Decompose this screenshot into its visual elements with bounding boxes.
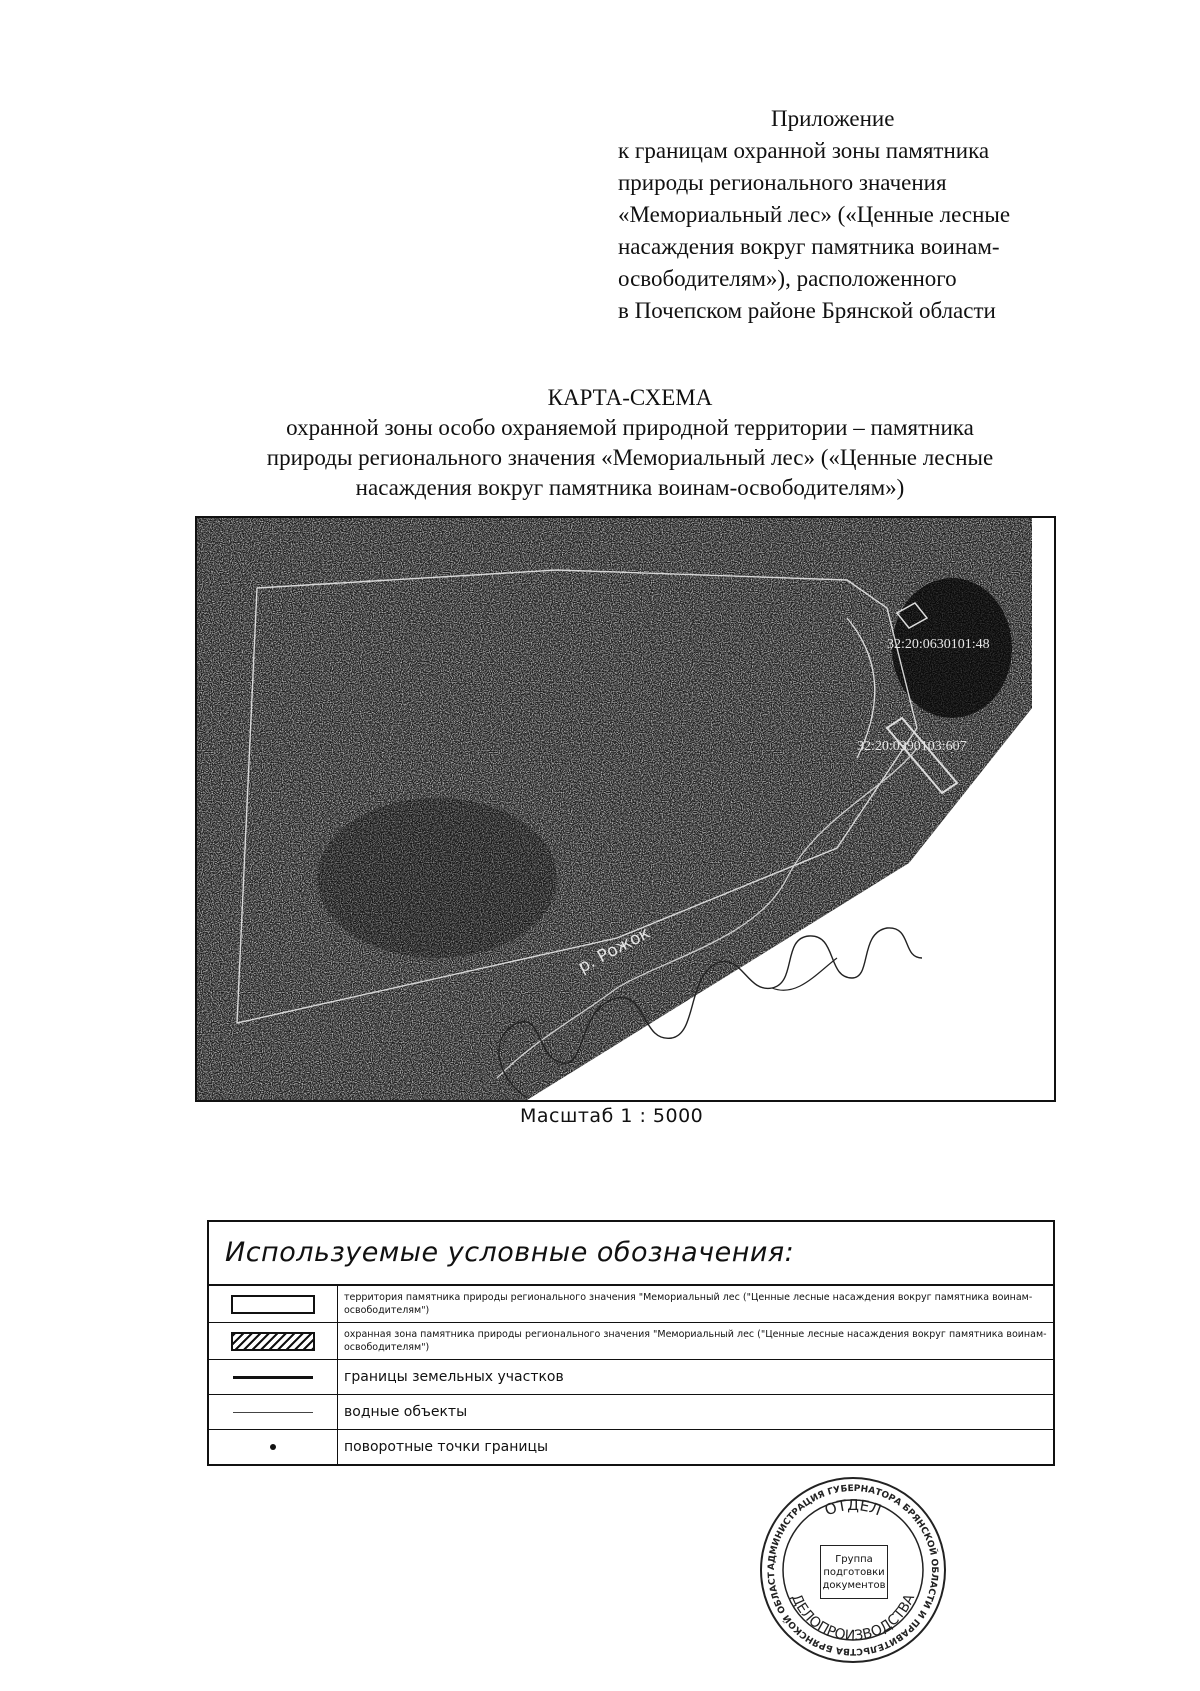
river-label: р. Рожок — [574, 923, 654, 978]
appendix-line: к границам охранной зоны памятника — [618, 138, 990, 163]
appendix-line: «Мемориальный лес» («Ценные лесные — [618, 202, 1011, 227]
stamp-center-box — [820, 1545, 888, 1599]
territory-box-icon — [231, 1295, 315, 1314]
legend-title: Используемые условные обозначения: — [209, 1222, 1053, 1286]
legend-text: территория памятника природы регионального значения "Мемориальный лес ("Ценные лесные насаждения вокруг памятника воинам-освободителям") — [344, 1292, 1033, 1316]
hatched-box-icon — [231, 1332, 315, 1351]
legend-symbol — [209, 1430, 338, 1464]
legend-row — [209, 1395, 1053, 1430]
stamp-bottom-text: ДЕЛОПРОИЗВОДСТВА — [787, 1591, 919, 1645]
legend-symbol — [209, 1286, 338, 1322]
parcel-label: 32:20:0390103:607 — [857, 739, 967, 754]
thick-line-icon — [233, 1376, 313, 1379]
stamp-ring-text: АДМИНИСТРАЦИЯ ГУБЕРНАТОРА БРЯНСКОЙ ОБЛАСТИ И ПРАВИТЕЛЬСТВА БРЯНСКОЙ ОБЛАСТ — [766, 1483, 940, 1657]
appendix-line: в Почепском районе Брянской области — [618, 298, 996, 323]
dot-icon — [270, 1444, 276, 1450]
legend-row — [209, 1286, 1053, 1323]
map-scheme — [195, 516, 1056, 1102]
legend-text: поворотные точки границы — [344, 1439, 549, 1455]
map-scale: Масштаб 1 : 5000 — [520, 1105, 704, 1127]
stamp-center-line: документов — [822, 1579, 886, 1591]
legend-row — [209, 1430, 1053, 1464]
heading-line: природы регионального значения «Мемориальный лес» («Ценные лесные — [266, 445, 994, 470]
official-stamp — [758, 1475, 948, 1665]
legend-text: границы земельных участков — [344, 1369, 564, 1385]
parcel-label: 32:20:0630101:48 — [887, 637, 990, 652]
heading-line: насаждения вокруг памятника воинам-освободителям») — [355, 475, 905, 500]
heading-line: охранной зоны особо охраняемой природной территории – памятника — [286, 415, 974, 440]
legend-row — [209, 1360, 1053, 1395]
legend-symbol — [209, 1323, 338, 1359]
heading-title: КАРТА-СХЕМА — [547, 385, 713, 410]
appendix-title: Приложение — [771, 106, 895, 131]
legend-row — [209, 1323, 1053, 1360]
legend-text: охранная зона памятника природы регионального значения "Мемориальный лес ("Ценные лесные насаждения вокруг памятника воинам-освободителям") — [344, 1329, 1047, 1353]
document-heading — [150, 383, 1110, 503]
legend-table — [207, 1220, 1055, 1466]
svg-text:ОТДЕЛ — [822, 1496, 884, 1519]
appendix-line: освободителям»), расположенного — [618, 266, 957, 291]
legend-symbol — [209, 1395, 338, 1429]
thin-line-icon — [233, 1412, 313, 1413]
stamp-center-line: подготовки — [823, 1566, 885, 1578]
river-line — [772, 958, 837, 990]
legend-text: водные объекты — [344, 1404, 468, 1420]
legend-symbol — [209, 1360, 338, 1394]
appendix-line: природы регионального значения — [618, 170, 947, 195]
stamp-center-line: Группа — [835, 1553, 873, 1565]
stamp-top-text: ОТДЕЛ — [822, 1495, 884, 1520]
appendix-block — [618, 103, 1088, 327]
map-image — [197, 518, 1054, 1100]
appendix-line: насаждения вокруг памятника воинам- — [618, 234, 1000, 259]
